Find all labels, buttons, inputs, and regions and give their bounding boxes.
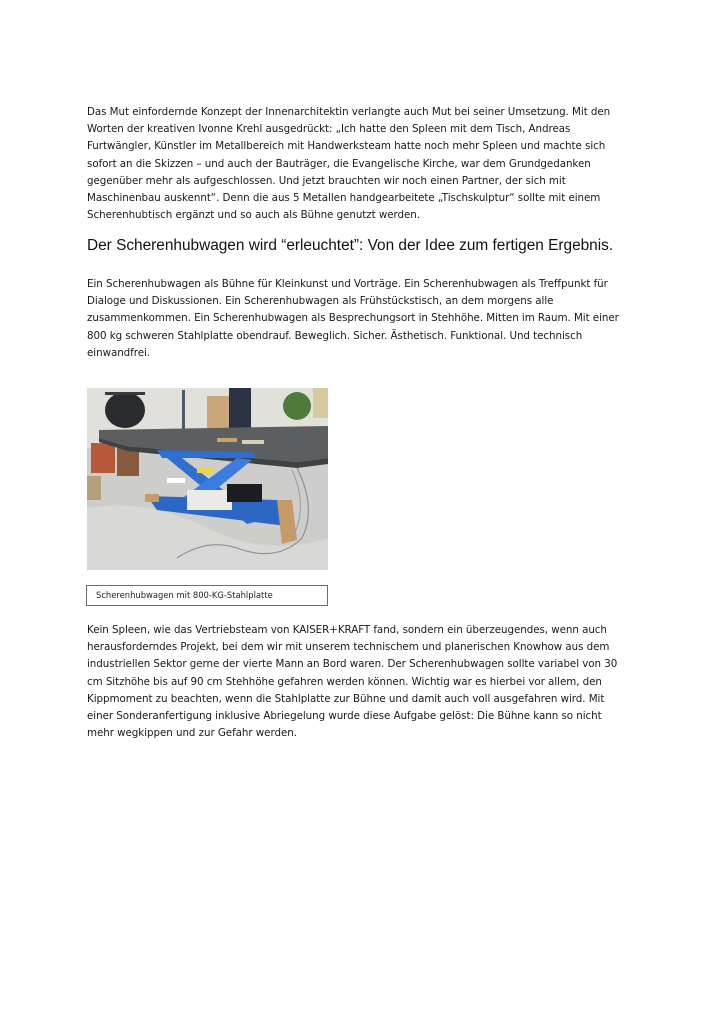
- paper-note: [217, 438, 237, 442]
- text-line: einer Sonderanfertigung inklusive Abriegelung wurde diese Aufgabe gelöst: Die Bühne kann so nicht: [87, 710, 602, 723]
- pole: [182, 390, 185, 430]
- text-line: Dialoge und Diskussionen. Ein Scherenhubwagen als Frühstückstisch, an dem morgens alle: [87, 295, 554, 308]
- chair-middle: [117, 448, 139, 476]
- black-drum: [105, 392, 145, 428]
- wooden-rack: [207, 396, 229, 428]
- text-line: Das Mut einfordernde Konzept der Innenarchitektin verlangte auch Mut bei seiner Umsetzung. Mit den: [87, 106, 611, 118]
- text-line: mehr wegkippen und zur Gefahr werden.: [87, 727, 297, 740]
- text-line: 800 kg schweren Stahlplatte obendrauf. Beweglich. Sicher. Ästhetisch. Funktional. Und technisch: [87, 329, 583, 342]
- lift-motor-cover: [187, 490, 232, 510]
- text-line: industriellen Sektor gerne der vierte Mann an Bord waren. Der Scherenhubwagen sollte variabel von 30: [87, 658, 618, 671]
- text-line: gegenüber mehr als aufgeschlossen. Und jetzt brauchten wir noch einen Partner, der sich mit: [87, 174, 566, 187]
- text-line: cm Sitzhöhe bis auf 90 cm Stehhöhe gefahren werden können. Wichtig war es hierbei vor allem, den: [87, 675, 602, 688]
- text-line: zusammenkommen. Ein Scherenhubwagen als Besprechungsort in Stehhöhe. Mitten im Raum. Mit einer: [87, 312, 619, 325]
- text-line: herausforderndes Projekt, bei dem wir mit unserem technischem und planerischen Knowhow aus dem: [87, 641, 610, 654]
- section-heading: Der Scherenhubwagen wird “erleuchtet”: Von der Idee zum fertigen Ergebnis.: [87, 237, 614, 254]
- text-line: Maschinenbau auskennt“. Denn die aus 5 Metallen handgearbeitete „Tischskulptur“ sollte mit einem: [87, 192, 601, 205]
- window-area: [313, 388, 328, 418]
- text-line: Worten der kreativen Ivonne Krehl ausgedrückt: „Ich hatte den Spleen mit dem Tisch, Andreas: [87, 123, 571, 136]
- wood-block: [145, 494, 159, 502]
- text-line: Kein Spleen, wie das Vertriebsteam von KAISER+KRAFT fand, sondern ein überzeugendes, wenn auch: [87, 624, 607, 636]
- plant: [283, 392, 311, 420]
- text-line: Ein Scherenhubwagen als Bühne für Kleinkunst und Vorträge. Ein Scherenhubwagen als Treffpunkt für: [87, 278, 608, 290]
- text-line: Furtwängler, Künstler im Metallbereich mit Handwerksteam hatte noch mehr Spleen und machte sich: [87, 140, 606, 153]
- chair-left: [91, 443, 115, 473]
- paragraph-project: [87, 622, 647, 742]
- text-line: einwandfrei.: [87, 346, 151, 359]
- paragraph-concept: [87, 104, 647, 224]
- paper-note: [242, 440, 264, 444]
- photo-illustration: [87, 388, 328, 570]
- hydraulic-motor: [227, 484, 262, 502]
- scissor-lift-photo: [87, 388, 328, 570]
- text-line: Kippmoment zu beachten, wenn die Stahlplatte zur Bühne und damit auch voll ausgefahren wird. Mit: [87, 692, 605, 705]
- paragraph-uses: [87, 276, 647, 362]
- person: [229, 388, 251, 430]
- text-line: sofort an die Skizzen – und auch der Bauträger, die Evangelische Kirche, war dem Grundgedanken: [87, 157, 591, 170]
- basket: [87, 476, 101, 500]
- figure-caption: Scherenhubwagen mit 800-KG-Stahlplatte: [86, 585, 328, 606]
- drum-top: [105, 392, 145, 395]
- warning-label: [197, 468, 213, 473]
- brand-label: [167, 478, 185, 483]
- text-line: Scherenhubtisch ergänzt und so auch als Bühne genutzt werden.: [87, 209, 420, 222]
